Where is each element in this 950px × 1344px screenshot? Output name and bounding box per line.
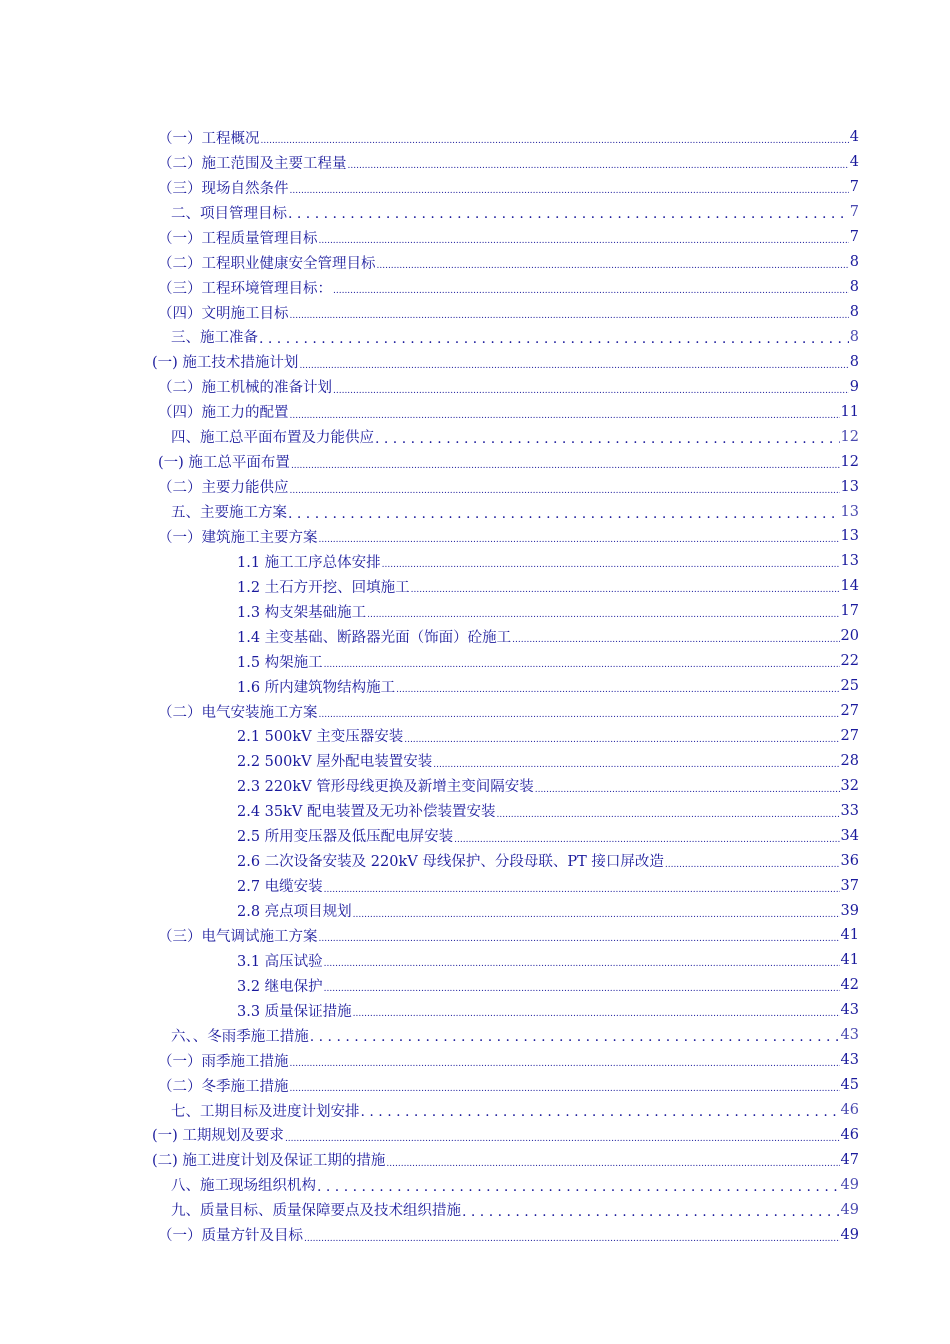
- toc-entry-page-number: 9: [849, 378, 859, 395]
- toc-entry[interactable]: [0, 998, 950, 1023]
- toc-entry[interactable]: [0, 125, 950, 150]
- dot-leader: [382, 553, 840, 569]
- toc-entry-title: 3.2 继电保护: [237, 978, 323, 995]
- dot-leader: [319, 229, 849, 245]
- toc-entry-title: 2.3 220kV 管形母线更换及新增主变间隔安装: [237, 779, 534, 796]
- toc-entry[interactable]: [0, 1172, 950, 1197]
- dot-leader: [386, 1152, 839, 1168]
- dot-leader: [290, 304, 849, 320]
- toc-entry-title: 3.1 高压试验: [237, 953, 323, 970]
- toc-entry-page-number: 8: [849, 328, 859, 345]
- toc-entry-page-number: 28: [840, 752, 859, 769]
- dot-leader: [375, 429, 840, 445]
- toc-entry[interactable]: [0, 674, 950, 699]
- dot-leader: [324, 653, 840, 669]
- toc-entry-page-number: 4: [849, 129, 859, 146]
- toc-entry-title: （三）现场自然条件: [158, 180, 289, 197]
- toc-entry-page-number: 13: [840, 553, 859, 570]
- toc-entry-page-number: 22: [840, 653, 859, 670]
- toc-entry-page-number: 49: [840, 1176, 859, 1193]
- table-of-contents: [0, 125, 950, 1247]
- toc-entry[interactable]: [0, 499, 950, 524]
- toc-entry-title: 1.6 所内建筑物结构施工: [237, 679, 396, 696]
- toc-entry-title: 五、主要施工方案: [171, 505, 287, 522]
- toc-entry-title: （一）工程质量管理目标: [158, 230, 318, 247]
- toc-entry[interactable]: [0, 1222, 950, 1247]
- dot-leader: [261, 129, 849, 145]
- toc-entry-page-number: 45: [840, 1077, 859, 1094]
- toc-entry-title: （一）工程概况: [158, 130, 260, 147]
- toc-entry-title: (一) 施工总平面布置: [158, 455, 290, 472]
- toc-entry-title: 四、施工总平面布置及力能供应: [171, 430, 374, 447]
- dot-leader: [665, 853, 840, 869]
- toc-entry[interactable]: [0, 773, 950, 798]
- toc-entry[interactable]: [0, 524, 950, 549]
- dot-leader: [310, 1027, 840, 1043]
- toc-entry[interactable]: [0, 1098, 950, 1123]
- toc-entry-page-number: 37: [840, 877, 859, 894]
- toc-entry[interactable]: [0, 449, 950, 474]
- toc-entry[interactable]: [0, 150, 950, 175]
- dot-leader: [291, 454, 840, 470]
- toc-entry[interactable]: [0, 1147, 950, 1172]
- toc-entry[interactable]: [0, 699, 950, 724]
- dot-leader: [324, 878, 840, 894]
- toc-entry-page-number: 27: [840, 703, 859, 720]
- toc-entry-title: （一）建筑施工主要方案: [158, 529, 318, 546]
- dot-leader: [454, 828, 839, 844]
- dot-leader: [462, 1202, 840, 1218]
- toc-entry-page-number: 12: [840, 453, 859, 470]
- toc-entry-page-number: 33: [840, 802, 859, 819]
- toc-entry-title: （二）电气安装施工方案: [158, 704, 318, 721]
- toc-entry[interactable]: [0, 549, 950, 574]
- toc-entry[interactable]: [0, 474, 950, 499]
- toc-entry-page-number: 14: [840, 578, 859, 595]
- dot-leader: [288, 204, 849, 220]
- toc-entry-page-number: 7: [849, 179, 859, 196]
- toc-entry[interactable]: [0, 1048, 950, 1073]
- toc-entry-title: （二）工程职业健康安全管理目标: [158, 255, 376, 272]
- toc-entry-page-number: 13: [840, 528, 859, 545]
- dot-leader: [290, 179, 849, 195]
- toc-entry-page-number: 43: [840, 1052, 859, 1069]
- toc-entry-title: 二、项目管理目标: [171, 205, 287, 222]
- toc-entry-title: 三、施工准备: [171, 330, 258, 347]
- toc-entry-title: 2.8 亮点项目规划: [237, 904, 352, 921]
- dot-leader: [290, 479, 840, 495]
- toc-entry-page-number: 4: [849, 154, 859, 171]
- toc-entry[interactable]: [0, 798, 950, 823]
- dot-leader: [396, 678, 839, 694]
- toc-entry-title: 2.5 所用变压器及低压配电屏安装: [237, 829, 454, 846]
- dot-leader: [333, 279, 849, 295]
- toc-entry-title: （二）施工范围及主要工程量: [158, 155, 347, 172]
- toc-entry-page-number: 47: [840, 1151, 859, 1168]
- dot-leader: [361, 1102, 840, 1118]
- dot-leader: [324, 952, 840, 968]
- dot-leader: [290, 1077, 840, 1093]
- toc-entry[interactable]: [0, 325, 950, 350]
- toc-entry-page-number: 43: [840, 1002, 859, 1019]
- dot-leader: [290, 404, 840, 420]
- toc-entry-page-number: 8: [849, 353, 859, 370]
- toc-entry-page-number: 43: [840, 1027, 859, 1044]
- toc-entry[interactable]: [0, 724, 950, 749]
- toc-entry[interactable]: [0, 973, 950, 998]
- toc-entry-title: 2.6 二次设备安装及 220kV 母线保护、分段母联、PT 接口屏改造: [237, 854, 664, 871]
- toc-entry-page-number: 41: [840, 927, 859, 944]
- toc-entry[interactable]: [0, 1073, 950, 1098]
- dot-leader: [290, 1052, 840, 1068]
- dot-leader: [433, 753, 839, 769]
- dot-leader: [411, 578, 840, 594]
- toc-entry-title: 1.3 构支架基础施工: [237, 604, 367, 621]
- toc-entry-title: 七、工期目标及进度计划安排: [171, 1103, 360, 1120]
- toc-entry[interactable]: [0, 349, 950, 374]
- toc-entry-title: （二）主要力能供应: [158, 480, 289, 497]
- dot-leader: [299, 354, 848, 370]
- toc-entry-title: （三）工程环境管理目标：: [158, 280, 332, 297]
- toc-entry-title: （一）质量方针及目标: [158, 1228, 303, 1245]
- dot-leader: [348, 154, 849, 170]
- dot-leader: [319, 927, 840, 943]
- toc-entry-title: (一) 施工技术措施计划: [152, 355, 299, 372]
- toc-entry-page-number: 8: [849, 279, 859, 296]
- dot-leader: [377, 254, 849, 270]
- toc-entry[interactable]: [0, 649, 950, 674]
- toc-entry-title: （二）施工机械的准备计划: [158, 380, 332, 397]
- dot-leader: [304, 1227, 840, 1243]
- toc-entry-page-number: 12: [840, 428, 859, 445]
- toc-entry-page-number: 36: [840, 852, 859, 869]
- toc-entry-title: 1.2 土石方开挖、回填施工: [237, 579, 410, 596]
- toc-entry[interactable]: [0, 250, 950, 275]
- toc-entry-title: (一) 工期规划及要求: [152, 1128, 284, 1145]
- toc-entry[interactable]: [0, 175, 950, 200]
- toc-entry-page-number: 7: [849, 229, 859, 246]
- toc-entry-title: (二) 施工进度计划及保证工期的措施: [152, 1153, 386, 1170]
- toc-entry[interactable]: [0, 873, 950, 898]
- toc-entry-title: 3.3 质量保证措施: [237, 1003, 352, 1020]
- toc-entry[interactable]: [0, 948, 950, 973]
- toc-entry-title: 1.5 构架施工: [237, 654, 323, 671]
- toc-entry-page-number: 8: [849, 254, 859, 271]
- toc-entry[interactable]: [0, 275, 950, 300]
- toc-entry-page-number: 41: [840, 952, 859, 969]
- toc-entry[interactable]: [0, 898, 950, 923]
- toc-entry-title: （四）文明施工目标: [158, 305, 289, 322]
- toc-entry-title: 八、施工现场组织机构: [171, 1178, 316, 1195]
- dot-leader: [319, 703, 840, 719]
- toc-entry-title: 2.7 电缆安装: [237, 879, 323, 896]
- toc-entry-page-number: 7: [849, 204, 859, 221]
- toc-entry-title: 1.1 施工工序总体安排: [237, 554, 381, 571]
- toc-entry-page-number: 27: [840, 727, 859, 744]
- dot-leader: [535, 778, 840, 794]
- toc-entry[interactable]: [0, 848, 950, 873]
- dot-leader: [324, 977, 840, 993]
- dot-leader: [285, 1127, 840, 1143]
- toc-entry[interactable]: [0, 300, 950, 325]
- dot-leader: [512, 628, 839, 644]
- toc-entry-title: 2.2 500kV 屋外配电装置安装: [237, 754, 433, 771]
- toc-entry-title: （二）冬季施工措施: [158, 1078, 289, 1095]
- dot-leader: [333, 379, 849, 395]
- toc-entry-page-number: 49: [840, 1226, 859, 1243]
- toc-entry[interactable]: [0, 624, 950, 649]
- toc-entry[interactable]: [0, 399, 950, 424]
- toc-entry-title: （一）雨季施工措施: [158, 1053, 289, 1070]
- toc-entry[interactable]: [0, 1123, 950, 1148]
- toc-entry-page-number: 32: [840, 777, 859, 794]
- dot-leader: [319, 528, 840, 544]
- toc-entry[interactable]: [0, 748, 950, 773]
- toc-entry[interactable]: [0, 923, 950, 948]
- toc-entry[interactable]: [0, 823, 950, 848]
- toc-entry-title: 六、、冬雨季施工措施: [171, 1028, 309, 1045]
- dot-leader: [367, 603, 839, 619]
- dot-leader: [353, 903, 840, 919]
- toc-entry-page-number: 17: [840, 603, 859, 620]
- toc-entry-page-number: 49: [840, 1201, 859, 1218]
- dot-leader: [353, 1002, 840, 1018]
- dot-leader: [259, 329, 849, 345]
- toc-entry-page-number: 42: [840, 977, 859, 994]
- dot-leader: [404, 728, 839, 744]
- toc-entry-page-number: 13: [840, 503, 859, 520]
- toc-entry-page-number: 11: [840, 403, 859, 420]
- toc-entry-page-number: 46: [840, 1102, 859, 1119]
- toc-entry[interactable]: [0, 574, 950, 599]
- toc-entry[interactable]: [0, 374, 950, 399]
- dot-leader: [317, 1177, 840, 1193]
- toc-entry-page-number: 39: [840, 902, 859, 919]
- toc-entry[interactable]: [0, 200, 950, 225]
- toc-entry-page-number: 46: [840, 1126, 859, 1143]
- toc-entry[interactable]: [0, 599, 950, 624]
- toc-entry[interactable]: [0, 1197, 950, 1222]
- toc-entry-title: （四）施工力的配置: [158, 405, 289, 422]
- toc-entry-page-number: 34: [840, 827, 859, 844]
- toc-entry-title: 2.1 500kV 主变压器安装: [237, 729, 404, 746]
- toc-entry-page-number: 20: [840, 628, 859, 645]
- toc-entry-title: 1.4 主变基础、断路器光面（饰面）砼施工: [237, 629, 512, 646]
- toc-entry[interactable]: [0, 225, 950, 250]
- toc-entry[interactable]: [0, 1023, 950, 1048]
- toc-entry-title: 2.4 35kV 配电装置及无功补偿装置安装: [237, 804, 496, 821]
- toc-entry-title: 九、质量目标、质量保障要点及技术组织措施: [171, 1203, 461, 1220]
- toc-entry-page-number: 8: [849, 304, 859, 321]
- dot-leader: [288, 504, 840, 520]
- toc-entry-page-number: 25: [840, 678, 859, 695]
- dot-leader: [497, 803, 840, 819]
- toc-entry[interactable]: [0, 424, 950, 449]
- toc-entry-page-number: 13: [840, 478, 859, 495]
- toc-entry-title: （三）电气调试施工方案: [158, 928, 318, 945]
